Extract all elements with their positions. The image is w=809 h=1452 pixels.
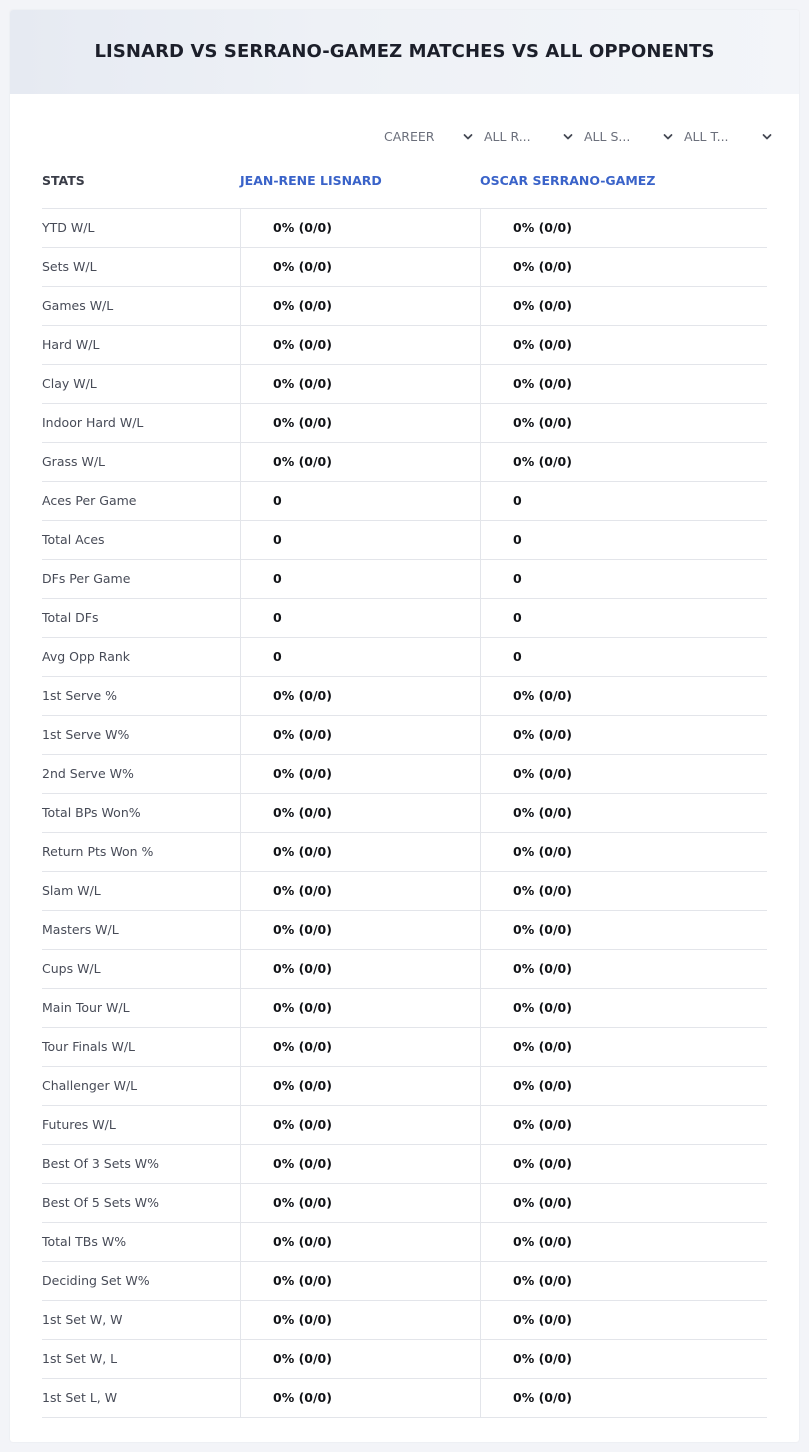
player1-value: 0% (0/0): [240, 404, 480, 442]
player2-value: 0% (0/0): [480, 989, 767, 1027]
player2-value: 0: [480, 521, 767, 559]
player1-value: 0: [240, 638, 480, 676]
table-row: [42, 521, 767, 560]
table-row: [42, 911, 767, 950]
player1-value: 0% (0/0): [240, 365, 480, 403]
player2-value: 0% (0/0): [480, 404, 767, 442]
player2-value: 0: [480, 482, 767, 520]
stat-label: Best Of 3 Sets W%: [42, 1156, 160, 1171]
stat-label: Masters W/L: [42, 922, 119, 937]
table-row: [42, 326, 767, 365]
player1-value: 0% (0/0): [240, 1067, 480, 1105]
stat-label: Deciding Set W%: [42, 1273, 150, 1288]
player2-link[interactable]: OSCAR SERRANO-GAMEZ: [480, 173, 656, 188]
player1-value: 0: [240, 599, 480, 637]
player2-value: 0% (0/0): [480, 1145, 767, 1183]
player1-value: 0% (0/0): [240, 1379, 480, 1417]
player2-value: 0% (0/0): [480, 443, 767, 481]
player2-value: 0: [480, 599, 767, 637]
stat-label: 2nd Serve W%: [42, 766, 134, 781]
stat-label: Cups W/L: [42, 961, 101, 976]
player1-value: 0: [240, 482, 480, 520]
player1-value: 0% (0/0): [240, 209, 480, 247]
filter-rounds-select[interactable]: [476, 126, 576, 148]
stat-label: Sets W/L: [42, 259, 97, 274]
filter-surfaces-select[interactable]: [576, 126, 676, 148]
stat-label: 1st Set W, W: [42, 1312, 123, 1327]
table-row: [42, 755, 767, 794]
table-row: [42, 1067, 767, 1106]
player2-value: 0% (0/0): [480, 1106, 767, 1144]
table-row: [42, 950, 767, 989]
table-row: [42, 248, 767, 287]
player1-value: 0: [240, 560, 480, 598]
stat-label: Main Tour W/L: [42, 1000, 130, 1015]
stat-label: Avg Opp Rank: [42, 649, 131, 664]
table-row: [42, 365, 767, 404]
table-row: [42, 1340, 767, 1379]
stat-label: Grass W/L: [42, 454, 106, 469]
stat-label: Hard W/L: [42, 337, 100, 352]
stat-label: Futures W/L: [42, 1117, 116, 1132]
player2-value: 0% (0/0): [480, 1379, 767, 1417]
stat-label: Tour Finals W/L: [42, 1039, 136, 1054]
player1-value: 0% (0/0): [240, 443, 480, 481]
stat-label: Total Aces: [42, 532, 105, 547]
stat-label: Clay W/L: [42, 376, 97, 391]
player2-value: 0% (0/0): [480, 755, 767, 793]
filter-label: CAREER: [384, 129, 435, 144]
player1-value: 0% (0/0): [240, 833, 480, 871]
player1-value: 0% (0/0): [240, 1223, 480, 1261]
chevron-down-icon: [563, 132, 573, 142]
player2-value: 0% (0/0): [480, 209, 767, 247]
table-row: [42, 1184, 767, 1223]
filter-label: ALL T...: [684, 129, 729, 144]
player2-value: 0: [480, 560, 767, 598]
player2-value: 0% (0/0): [480, 1028, 767, 1066]
player1-value: 0% (0/0): [240, 287, 480, 325]
column-header-stats: STATS: [42, 173, 85, 188]
player1-value: 0% (0/0): [240, 1106, 480, 1144]
player2-value: 0% (0/0): [480, 326, 767, 364]
player2-value: 0% (0/0): [480, 794, 767, 832]
stat-label: Best Of 5 Sets W%: [42, 1195, 160, 1210]
table-row: [42, 443, 767, 482]
filter-tournaments-select[interactable]: [676, 126, 776, 148]
player1-value: 0% (0/0): [240, 950, 480, 988]
stat-label: Games W/L: [42, 298, 114, 313]
player1-value: 0% (0/0): [240, 1028, 480, 1066]
stat-label: 1st Serve %: [42, 688, 118, 703]
stat-label: 1st Set W, L: [42, 1351, 118, 1366]
chevron-down-icon: [463, 132, 473, 142]
table-row: [42, 287, 767, 326]
player1-value: 0% (0/0): [240, 989, 480, 1027]
table-row: [42, 1223, 767, 1262]
table-row: [42, 1301, 767, 1340]
table-row: [42, 599, 767, 638]
player2-value: 0% (0/0): [480, 1184, 767, 1222]
player2-value: 0% (0/0): [480, 287, 767, 325]
stat-label: YTD W/L: [42, 220, 95, 235]
player2-value: 0% (0/0): [480, 1262, 767, 1300]
player2-value: 0% (0/0): [480, 833, 767, 871]
player2-value: 0% (0/0): [480, 677, 767, 715]
table-row: [42, 677, 767, 716]
player1-value: 0% (0/0): [240, 1184, 480, 1222]
player1-value: 0% (0/0): [240, 326, 480, 364]
player1-value: 0% (0/0): [240, 1340, 480, 1378]
stat-label: Return Pts Won %: [42, 844, 154, 859]
stat-label: Aces Per Game: [42, 493, 137, 508]
player1-value: 0% (0/0): [240, 755, 480, 793]
stat-label: 1st Set L, W: [42, 1390, 118, 1405]
stat-label: Total TBs W%: [42, 1234, 127, 1249]
filter-label: ALL S...: [584, 129, 631, 144]
stats-card: [10, 10, 799, 1442]
player1-value: 0% (0/0): [240, 1262, 480, 1300]
table-row: [42, 1145, 767, 1184]
player2-value: 0: [480, 638, 767, 676]
stats-table: [42, 208, 767, 1418]
stat-label: 1st Serve W%: [42, 727, 130, 742]
table-row: [42, 794, 767, 833]
table-row: [42, 833, 767, 872]
filter-label: ALL R...: [484, 129, 531, 144]
table-row: [42, 482, 767, 521]
player1-value: 0% (0/0): [240, 911, 480, 949]
filter-career-select[interactable]: [376, 126, 476, 148]
player2-value: 0% (0/0): [480, 248, 767, 286]
page-title: LISNARD VS SERRANO-GAMEZ MATCHES VS ALL OPPONENTS: [94, 40, 715, 62]
chevron-down-icon: [663, 132, 673, 142]
player1-value: 0% (0/0): [240, 677, 480, 715]
table-header: [42, 173, 767, 207]
table-row: [42, 1379, 767, 1418]
player1-value: 0% (0/0): [240, 716, 480, 754]
stat-label: DFs Per Game: [42, 571, 131, 586]
table-row: [42, 872, 767, 911]
table-row: [42, 716, 767, 755]
card-header: [10, 10, 799, 94]
table-row: [42, 638, 767, 677]
player2-value: 0% (0/0): [480, 1340, 767, 1378]
table-row: [42, 989, 767, 1028]
player1-value: 0% (0/0): [240, 872, 480, 910]
stat-label: Slam W/L: [42, 883, 101, 898]
player2-value: 0% (0/0): [480, 365, 767, 403]
player2-value: 0% (0/0): [480, 1223, 767, 1261]
table-row: [42, 404, 767, 443]
player2-value: 0% (0/0): [480, 1301, 767, 1339]
table-row: [42, 1106, 767, 1145]
player1-value: 0% (0/0): [240, 1145, 480, 1183]
player2-value: 0% (0/0): [480, 716, 767, 754]
table-row: [42, 1262, 767, 1301]
player1-value: 0% (0/0): [240, 1301, 480, 1339]
table-row: [42, 1028, 767, 1067]
stat-label: Total DFs: [42, 610, 99, 625]
player1-value: 0% (0/0): [240, 794, 480, 832]
stat-label: Challenger W/L: [42, 1078, 138, 1093]
stat-label: Total BPs Won%: [42, 805, 141, 820]
player2-value: 0% (0/0): [480, 911, 767, 949]
player1-value: 0% (0/0): [240, 248, 480, 286]
player2-value: 0% (0/0): [480, 872, 767, 910]
player2-value: 0% (0/0): [480, 950, 767, 988]
table-row: [42, 560, 767, 599]
filter-bar: [376, 126, 776, 148]
player1-value: 0: [240, 521, 480, 559]
chevron-down-icon: [762, 132, 772, 142]
player1-link[interactable]: JEAN-RENE LISNARD: [240, 173, 382, 188]
stat-label: Indoor Hard W/L: [42, 415, 144, 430]
table-row: [42, 209, 767, 248]
player2-value: 0% (0/0): [480, 1067, 767, 1105]
